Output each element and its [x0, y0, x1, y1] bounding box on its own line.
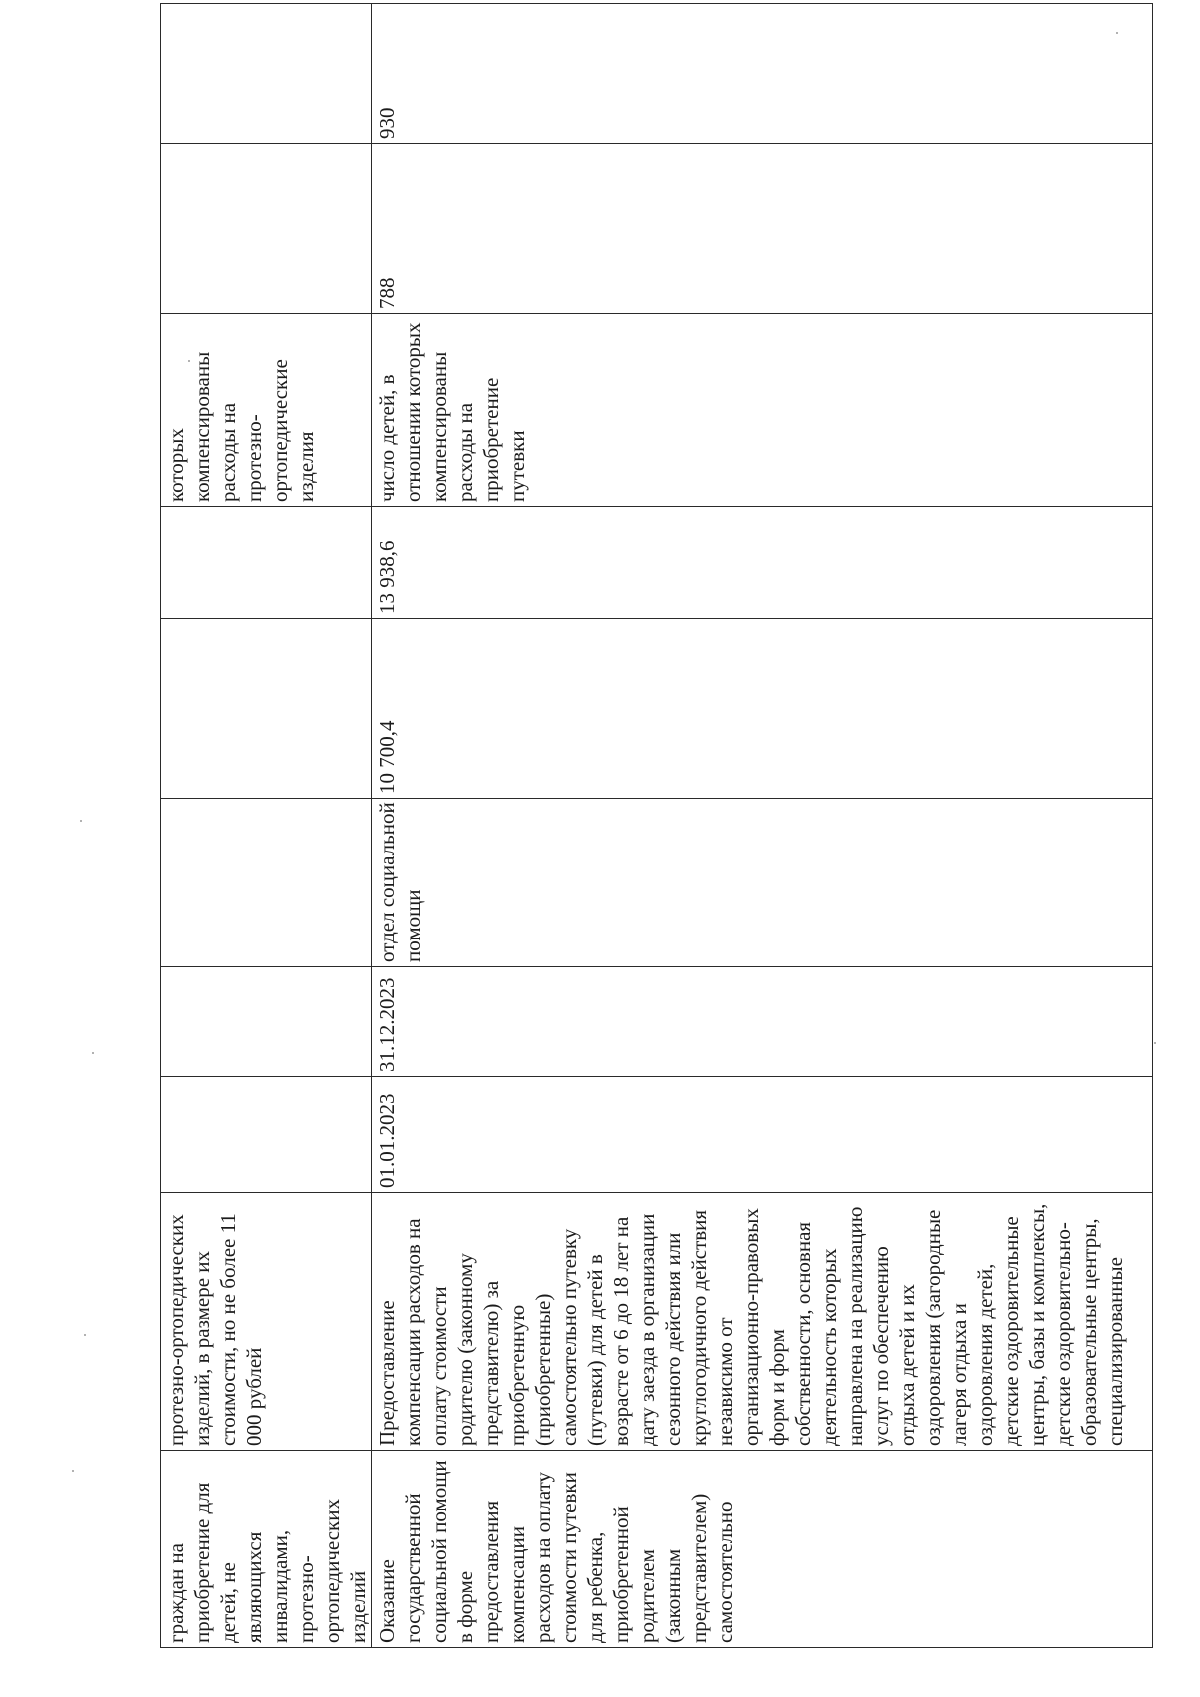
count-2-cell: 930: [372, 4, 1153, 144]
value-2-cell: [161, 507, 372, 619]
value-2-cell: 13 938,6: [372, 507, 1153, 619]
date-end-cell: [161, 967, 372, 1077]
service-cell: граждан на приобретение для детей, не являющихся инвалидами, протезно-ортопедических изделий: [161, 1451, 372, 1648]
program-table: [160, 3, 1153, 1648]
executor-cell: [161, 799, 372, 967]
scan-speck: [188, 360, 190, 362]
indicator-cell: число детей, в отношении которых компенсированы расходы на приобретение путевки: [372, 314, 1153, 507]
date-start-cell: [161, 1077, 372, 1193]
scan-speck: [1154, 1042, 1156, 1044]
executor-cell: отдел социальной помощи: [372, 799, 1153, 967]
description-cell: протезно-ортопедических изделий, в размере их стоимости, но не более 11 000 рублей: [161, 1193, 372, 1451]
scan-speck: [72, 1470, 74, 1472]
scan-speck: [92, 1052, 94, 1054]
scan-speck: [84, 1334, 86, 1336]
count-2-cell: [161, 4, 372, 144]
indicator-cell: которых компенсированы расходы на протезно-ортопедические изделия: [161, 314, 372, 507]
date-end-cell: 31.12.2023: [372, 967, 1153, 1077]
scan-speck: [1116, 32, 1118, 34]
date-start-cell: 01.01.2023: [372, 1077, 1153, 1193]
count-1-cell: [161, 144, 372, 314]
description-cell: Предоставление компенсации расходов на оплату стоимости родителю (законному представителю) за приобретенную (приобретенные) самостоятельно путевку (путевки) для детей в возрасте от 6 до 18 лет на дату заезда в организации сезонного действия или круглогодичного действия независимо от организационно-правовых форм и форм собственности, основная деятельность которых направлена на реализацию услуг по обеспечению отдыха детей и их оздоровления (загородные лагеря отдыха и оздоровления детей, детские оздоровительные центры, базы и комплексы, детские оздоровительно-образовательные центры, специализированные: [372, 1193, 1153, 1451]
value-1-cell: [161, 619, 372, 799]
value-1-cell: 10 700,4: [372, 619, 1153, 799]
rotated-table-container: [160, 4, 1132, 1648]
count-1-cell: 788: [372, 144, 1153, 314]
service-cell: Оказание государственной социальной помощи в форме предоставления компенсации расходов на оплату стоимости путевки для ребенка, приобретенной родителем (законным представителем) самостоятельно: [372, 1451, 1153, 1648]
scan-speck: [80, 820, 82, 822]
table-row: [372, 4, 1153, 1648]
table-row: [161, 4, 372, 1648]
